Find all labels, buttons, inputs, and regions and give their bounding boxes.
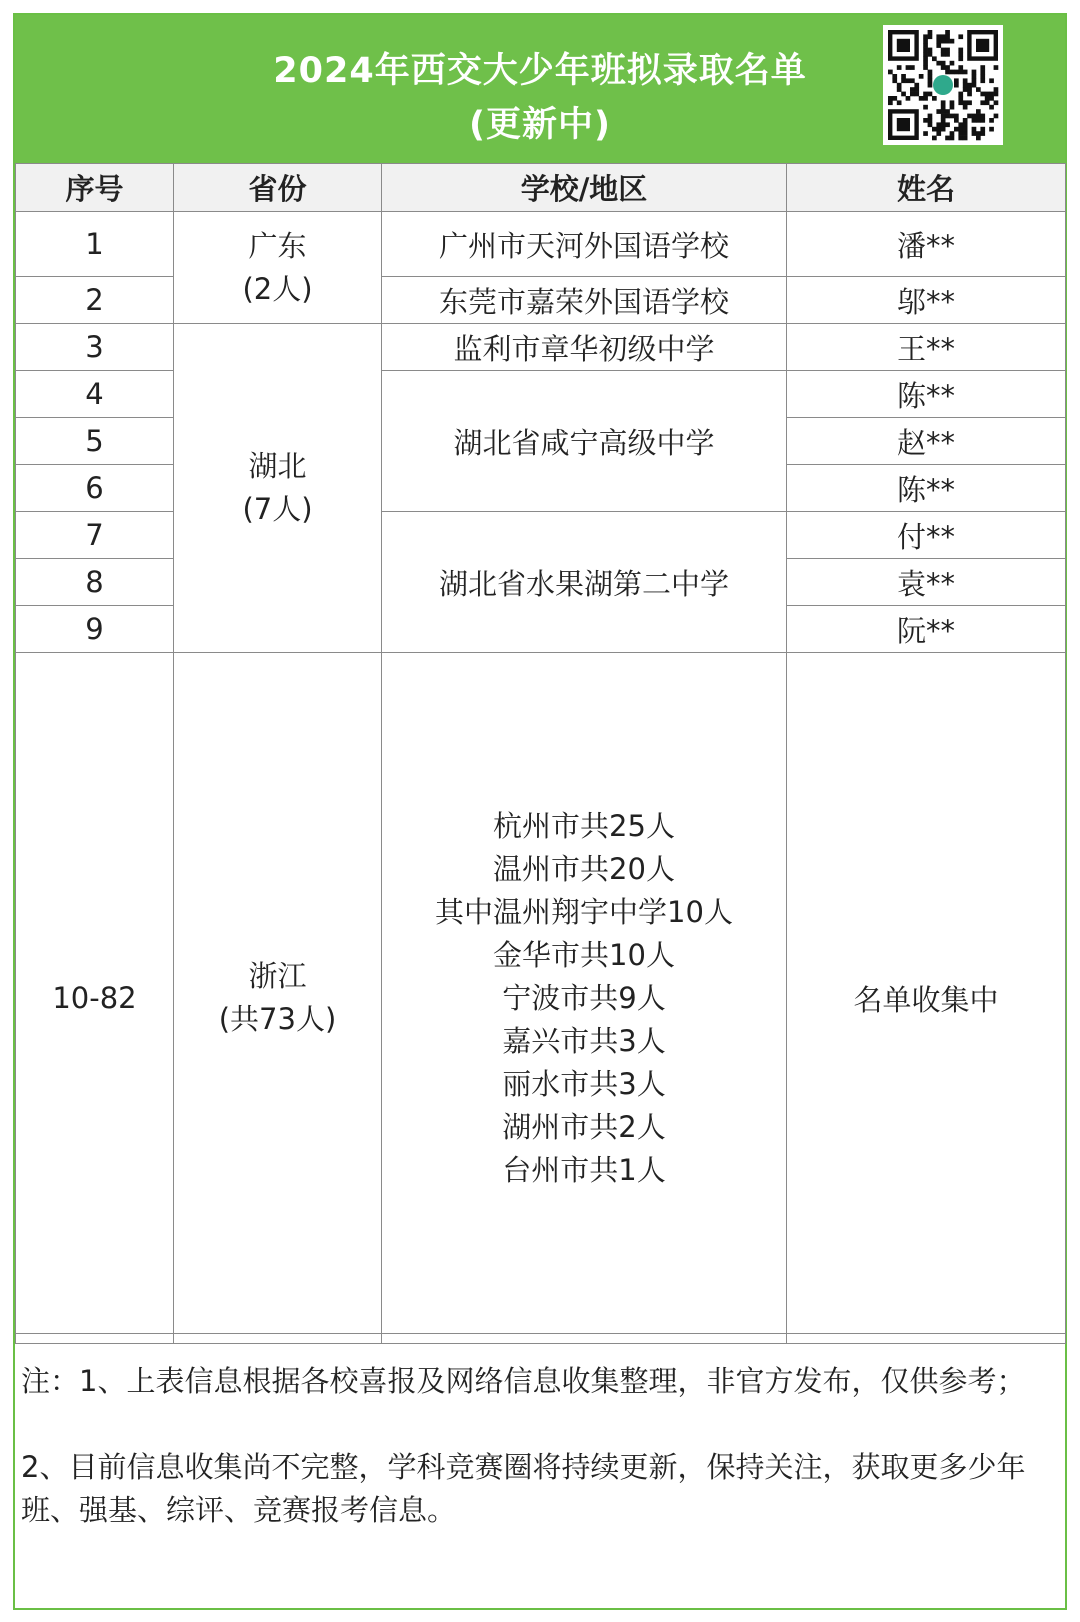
qr-module — [963, 87, 968, 92]
qr-module — [941, 39, 946, 44]
qr-module — [980, 92, 985, 97]
title-banner — [15, 15, 1065, 163]
qr-module — [897, 65, 902, 70]
region-line: 丽水市共3人 — [502, 1066, 666, 1101]
qr-module — [963, 105, 968, 110]
qr-module — [967, 100, 972, 105]
qr-module — [954, 70, 959, 75]
qr-module — [976, 136, 981, 141]
qr-module — [945, 70, 950, 75]
qr-module — [945, 48, 950, 53]
qr-module — [936, 34, 941, 39]
qr-module — [954, 83, 959, 88]
province-cell-guangdong — [174, 212, 382, 324]
qr-module — [941, 122, 946, 127]
qr-module — [936, 127, 941, 132]
region-line: 金华市共10人 — [493, 937, 675, 972]
school-cell: 湖北省水果湖第二中学 — [382, 512, 787, 653]
province-name: 浙江 — [248, 959, 307, 993]
admission-table — [15, 163, 1066, 1344]
table-row — [16, 653, 1066, 1344]
qr-module — [945, 136, 950, 141]
qr-module — [972, 127, 977, 132]
school-cell: 监利市章华初级中学 — [382, 324, 787, 371]
qr-module — [994, 114, 999, 119]
qr-module — [980, 100, 985, 105]
qr-module — [954, 127, 959, 132]
qr-module — [963, 100, 968, 105]
region-line: 其中温州翔宇中学10人 — [435, 894, 733, 929]
region-line: 嘉兴市共3人 — [502, 1023, 666, 1058]
qr-module — [941, 105, 946, 110]
qr-finder-inner — [897, 118, 910, 131]
qr-module — [958, 96, 963, 101]
qr-module — [923, 52, 928, 57]
qr-module — [958, 100, 963, 105]
qr-module — [963, 78, 968, 83]
province-cell-zhejiang — [174, 653, 382, 1344]
qr-module — [923, 96, 928, 101]
qr-finder-inner — [897, 39, 910, 52]
column-header-province: 省份 — [174, 164, 382, 212]
qr-module — [906, 78, 911, 83]
page-title: 2024年西交大少年班拟录取名单 — [273, 51, 807, 91]
student-name: 王** — [787, 324, 1066, 371]
qr-module — [972, 131, 977, 136]
qr-module — [928, 83, 933, 88]
row-number: 7 — [16, 512, 174, 559]
qr-module — [941, 65, 946, 70]
qr-module — [923, 43, 928, 48]
qr-module — [945, 30, 950, 35]
qr-module — [980, 78, 985, 83]
qr-module — [923, 131, 928, 136]
qr-module — [989, 118, 994, 123]
student-name: 陈** — [787, 465, 1066, 512]
qr-module — [901, 78, 906, 83]
row-number: 4 — [16, 371, 174, 418]
qr-module — [892, 78, 897, 83]
qr-module — [994, 87, 999, 92]
qr-module — [994, 100, 999, 105]
qr-module — [941, 109, 946, 114]
qr-module — [963, 118, 968, 123]
qr-module — [950, 131, 955, 136]
province-cell-hubei — [174, 324, 382, 653]
student-name: 赵** — [787, 418, 1066, 465]
qr-module — [963, 83, 968, 88]
notes-section — [15, 1333, 1065, 1608]
student-name: 付** — [787, 512, 1066, 559]
qr-module — [923, 34, 928, 39]
qr-module — [963, 127, 968, 132]
qr-module — [914, 87, 919, 92]
qr-module — [897, 100, 902, 105]
table-row — [16, 324, 1066, 371]
qr-module — [985, 96, 990, 101]
table-row — [16, 212, 1066, 277]
qr-module — [958, 48, 963, 53]
qr-module — [901, 74, 906, 79]
qr-module — [936, 43, 941, 48]
qr-module — [989, 78, 994, 83]
qr-module — [967, 114, 972, 119]
row-number: 1 — [16, 212, 174, 277]
qr-module — [958, 131, 963, 136]
qr-module — [932, 136, 937, 141]
qr-module — [967, 92, 972, 97]
qr-module — [950, 114, 955, 119]
qr-module — [901, 92, 906, 97]
qr-module — [989, 96, 994, 101]
row-number: 9 — [16, 606, 174, 653]
qr-code-graphic — [883, 25, 1003, 145]
row-number: 2 — [16, 277, 174, 324]
qr-module — [928, 74, 933, 79]
qr-module — [958, 92, 963, 97]
qr-module — [972, 118, 977, 123]
qr-module — [941, 114, 946, 119]
qr-module — [928, 78, 933, 83]
qr-module — [941, 118, 946, 123]
qr-module — [897, 83, 902, 88]
qr-module — [989, 105, 994, 110]
row-number: 6 — [16, 465, 174, 512]
student-name: 潘** — [787, 212, 1066, 277]
qr-module — [936, 39, 941, 44]
qr-module — [994, 65, 999, 70]
qr-module — [980, 65, 985, 70]
qr-module — [928, 118, 933, 123]
qr-module — [954, 78, 959, 83]
qr-module — [945, 65, 950, 70]
student-name: 袁** — [787, 559, 1066, 606]
qr-module — [923, 48, 928, 53]
qr-module — [958, 52, 963, 57]
qr-module — [919, 74, 924, 79]
qr-module — [936, 109, 941, 114]
qr-module — [906, 65, 911, 70]
qr-module — [941, 61, 946, 66]
qr-center-logo — [933, 75, 953, 95]
region-line: 宁波市共9人 — [502, 980, 666, 1015]
table-row — [16, 371, 1066, 418]
qr-module — [980, 127, 985, 132]
qr-module — [972, 74, 977, 79]
qr-module — [945, 52, 950, 57]
qr-module — [958, 56, 963, 61]
qr-module — [928, 114, 933, 119]
qr-module — [910, 78, 915, 83]
qr-module — [950, 70, 955, 75]
qr-module — [950, 136, 955, 141]
qr-module — [936, 61, 941, 66]
qr-module — [923, 105, 928, 110]
qr-module — [963, 136, 968, 141]
region-line: 温州市共20人 — [493, 851, 675, 886]
qr-module — [980, 114, 985, 119]
qr-module — [923, 56, 928, 61]
region-line: 台州市共1人 — [502, 1152, 666, 1187]
region-line: 杭州市共25人 — [493, 808, 675, 843]
qr-module — [936, 131, 941, 136]
qr-module — [928, 30, 933, 35]
qr-module — [967, 83, 972, 88]
student-name: 名单收集中 — [787, 653, 1066, 1344]
student-name: 邬** — [787, 277, 1066, 324]
qr-module — [928, 48, 933, 53]
qr-module — [932, 96, 937, 101]
table-row — [16, 512, 1066, 559]
student-name: 陈** — [787, 371, 1066, 418]
qr-module — [989, 127, 994, 132]
qr-module — [923, 118, 928, 123]
qr-module — [989, 92, 994, 97]
qr-module — [963, 70, 968, 75]
qr-module — [936, 122, 941, 127]
qr-module — [980, 118, 985, 123]
qr-module — [976, 114, 981, 119]
page-frame — [13, 13, 1067, 1610]
note-1: 注：1、上表信息根据各校喜报及网络信息收集整理，非官方发布，仅供参考； — [21, 1364, 1026, 1398]
region-list-cell — [382, 653, 787, 1344]
qr-module — [910, 87, 915, 92]
qr-module — [972, 83, 977, 88]
student-name: 阮** — [787, 606, 1066, 653]
qr-finder-inner — [976, 39, 989, 52]
school-cell: 湖北省咸宁高级中学 — [382, 371, 787, 512]
qr-module — [972, 114, 977, 119]
qr-module — [967, 87, 972, 92]
qr-module — [958, 127, 963, 132]
page-subtitle: (更新中) — [469, 105, 611, 145]
province-count: (2人) — [242, 271, 313, 306]
qr-module — [932, 56, 937, 61]
column-header-school: 学校/地区 — [382, 164, 787, 212]
qr-module — [923, 65, 928, 70]
qr-module — [928, 92, 933, 97]
qr-module — [910, 92, 915, 97]
qr-module — [923, 39, 928, 44]
qr-module — [954, 118, 959, 123]
province-name: 湖北 — [248, 449, 307, 483]
province-name: 广东 — [248, 228, 307, 263]
school-cell: 广州市天河外国语学校 — [382, 212, 787, 277]
qr-module — [958, 122, 963, 127]
qr-module — [945, 34, 950, 39]
qr-module — [963, 131, 968, 136]
qr-module — [980, 74, 985, 79]
qr-module — [941, 48, 946, 53]
qr-module — [963, 122, 968, 127]
qr-module — [950, 61, 955, 66]
qr-module — [950, 105, 955, 110]
column-header-name: 姓名 — [787, 164, 1066, 212]
qr-module — [914, 92, 919, 97]
qr-module — [994, 92, 999, 97]
qr-module — [941, 127, 946, 132]
qr-module — [923, 61, 928, 66]
region-line: 湖州市共2人 — [502, 1109, 666, 1144]
qr-module — [928, 34, 933, 39]
qr-module — [928, 52, 933, 57]
row-number: 8 — [16, 559, 174, 606]
province-count: (共73人) — [218, 1002, 337, 1036]
qr-module — [897, 87, 902, 92]
qr-module — [892, 96, 897, 101]
row-number: 3 — [16, 324, 174, 371]
qr-module — [985, 100, 990, 105]
qr-module — [945, 109, 950, 114]
qr-module — [980, 70, 985, 75]
qr-module — [976, 109, 981, 114]
table-row — [16, 277, 1066, 324]
qr-module — [972, 70, 977, 75]
qr-module — [910, 65, 915, 70]
row-number: 10-82 — [16, 653, 174, 1344]
qr-module — [941, 100, 946, 105]
qr-module — [928, 122, 933, 127]
qr-module — [888, 70, 893, 75]
qr-module — [958, 70, 963, 75]
qr-module — [985, 92, 990, 97]
qr-module — [976, 87, 981, 92]
qr-code-icon — [883, 25, 1003, 145]
qr-module — [945, 122, 950, 127]
qr-module — [980, 131, 985, 136]
qr-module — [941, 52, 946, 57]
qr-module — [945, 114, 950, 119]
table-header-row — [16, 164, 1066, 212]
qr-module — [906, 96, 911, 101]
qr-module — [919, 96, 924, 101]
qr-module — [958, 65, 963, 70]
qr-module — [972, 78, 977, 83]
row-number: 5 — [16, 418, 174, 465]
qr-module — [976, 118, 981, 123]
qr-module — [932, 127, 937, 132]
qr-module — [945, 39, 950, 44]
qr-module — [950, 100, 955, 105]
province-count: (7人) — [242, 492, 313, 526]
qr-module — [888, 96, 893, 101]
note-2: 2、目前信息收集尚不完整，学科竞赛圈将持续更新，保持关注，获取更多少年班、强基、综评、竞赛报考信息。 — [21, 1450, 1026, 1527]
qr-module — [928, 70, 933, 75]
qr-module — [923, 92, 928, 97]
qr-module — [958, 34, 963, 39]
qr-module — [892, 74, 897, 79]
school-cell: 东莞市嘉荣外国语学校 — [382, 277, 787, 324]
qr-module — [914, 83, 919, 88]
column-header-no: 序号 — [16, 164, 174, 212]
qr-module — [976, 131, 981, 136]
qr-module — [954, 114, 959, 119]
qr-module — [958, 136, 963, 141]
qr-module — [888, 100, 893, 105]
qr-module — [941, 34, 946, 39]
qr-module — [950, 39, 955, 44]
